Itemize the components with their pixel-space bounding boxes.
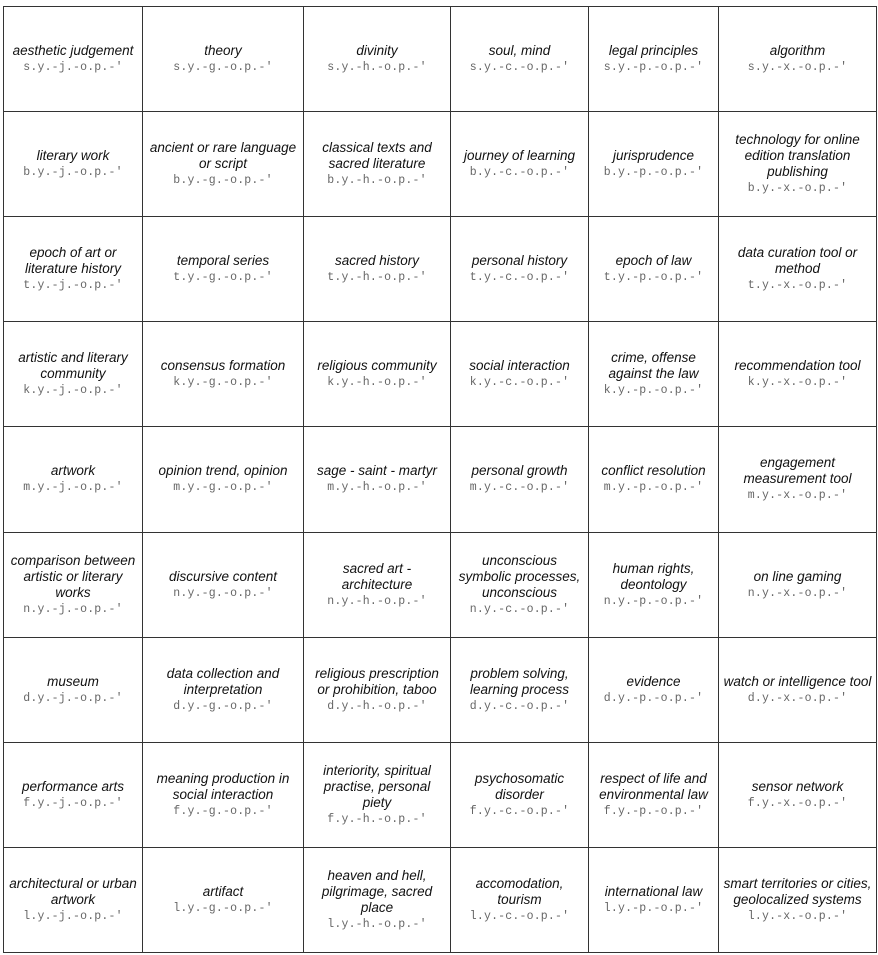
grid-cell xyxy=(4,7,143,112)
term-label: opinion trend, opinion xyxy=(158,463,288,479)
term-label: recommendation tool xyxy=(734,358,861,374)
term-label: algorithm xyxy=(769,43,826,59)
term-label: heaven and hell, pilgrimage, sacred place xyxy=(321,867,433,915)
term-code: t.y.-x.-o.p.-' xyxy=(747,279,848,293)
term-code: m.y.-h.-o.p.-' xyxy=(327,481,427,495)
grid-cell xyxy=(143,427,304,532)
term-code: b.y.-j.-o.p.-' xyxy=(23,166,123,180)
grid-cell xyxy=(451,532,589,637)
term-label: smart territories or cities, geolocalized systems xyxy=(723,875,872,907)
term-code: f.y.-c.-o.p.-' xyxy=(469,804,570,818)
term-code: s.y.-h.-o.p.-' xyxy=(327,61,427,75)
term-code: s.y.-j.-o.p.-' xyxy=(23,61,123,75)
term-code: d.y.-x.-o.p.-' xyxy=(747,691,848,705)
term-label: technology for online edition translation publishing xyxy=(735,132,860,180)
grid-cell xyxy=(143,532,304,637)
term-label: architectural or urban artwork xyxy=(9,875,137,907)
term-code: n.y.-g.-o.p.-' xyxy=(173,586,273,600)
grid-cell xyxy=(589,112,719,217)
table-row xyxy=(4,322,877,427)
table-row xyxy=(4,532,877,637)
term-label: religious community xyxy=(317,358,437,374)
term-label: temporal series xyxy=(176,253,270,269)
term-label: data collection and interpretation xyxy=(166,665,280,697)
term-code: k.y.-p.-o.p.-' xyxy=(603,384,704,398)
term-label: artistic and literary community xyxy=(18,350,128,382)
grid-cell xyxy=(143,322,304,427)
term-label: artifact xyxy=(202,883,244,899)
term-code: n.y.-h.-o.p.-' xyxy=(327,594,427,608)
term-code: b.y.-h.-o.p.-' xyxy=(327,174,427,188)
grid-cell xyxy=(4,322,143,427)
term-label: ancient or rare language or script xyxy=(149,140,297,172)
grid-cell xyxy=(451,847,589,952)
term-label: personal history xyxy=(471,253,568,269)
term-code: d.y.-p.-o.p.-' xyxy=(603,691,704,705)
term-label: epoch of law xyxy=(615,253,692,269)
grid-cell xyxy=(719,322,877,427)
term-code: k.y.-g.-o.p.-' xyxy=(173,376,273,390)
term-code: k.y.-c.-o.p.-' xyxy=(469,376,570,390)
term-label: classical texts and sacred literature xyxy=(322,140,432,172)
grid-cell xyxy=(451,427,589,532)
grid-cell xyxy=(589,217,719,322)
grid-cell xyxy=(451,637,589,742)
term-label: unconscious symbolic processes, unconscious xyxy=(458,552,581,600)
term-label: theory xyxy=(204,43,242,59)
table-row xyxy=(4,427,877,532)
term-label: watch or intelligence tool xyxy=(723,673,872,689)
term-label: discursive content xyxy=(168,568,278,584)
term-label: artwork xyxy=(50,463,96,479)
grid-cell xyxy=(143,742,304,847)
term-code: s.y.-c.-o.p.-' xyxy=(469,61,570,75)
term-code: f.y.-p.-o.p.-' xyxy=(603,804,704,818)
term-code: l.y.-c.-o.p.-' xyxy=(469,909,570,923)
term-code: t.y.-c.-o.p.-' xyxy=(469,271,570,285)
term-code: b.y.-x.-o.p.-' xyxy=(747,182,848,196)
term-label: jurisprudence xyxy=(612,148,695,164)
term-code: l.y.-g.-o.p.-' xyxy=(173,901,273,915)
grid-cell xyxy=(304,112,451,217)
table-row xyxy=(4,847,877,952)
grid-cell xyxy=(589,847,719,952)
term-label: museum xyxy=(47,673,99,689)
grid-cell xyxy=(4,847,143,952)
grid-cell xyxy=(304,7,451,112)
term-label: sacred art - architecture xyxy=(341,560,413,592)
grid-cell xyxy=(451,7,589,112)
grid-cell xyxy=(451,322,589,427)
term-label: psychosomatic disorder xyxy=(474,770,565,802)
term-code: l.y.-j.-o.p.-' xyxy=(23,909,123,923)
ieml-term-grid xyxy=(3,6,877,953)
term-label: aesthetic judgement xyxy=(12,43,134,59)
grid-cell xyxy=(143,847,304,952)
table-row xyxy=(4,217,877,322)
term-label: legal principles xyxy=(608,43,699,59)
grid-cell xyxy=(304,427,451,532)
table-row xyxy=(4,742,877,847)
term-label: social interaction xyxy=(469,358,570,374)
term-label: divinity xyxy=(356,43,398,59)
table-row xyxy=(4,637,877,742)
grid-cell xyxy=(719,532,877,637)
term-code: n.y.-p.-o.p.-' xyxy=(603,594,704,608)
term-label: soul, mind xyxy=(488,43,551,59)
term-label: crime, offense against the law xyxy=(608,350,699,382)
grid-cell xyxy=(143,112,304,217)
term-code: n.y.-j.-o.p.-' xyxy=(23,602,123,616)
term-code: b.y.-p.-o.p.-' xyxy=(603,166,704,180)
grid-cell xyxy=(304,532,451,637)
term-code: t.y.-g.-o.p.-' xyxy=(173,271,273,285)
grid-cell xyxy=(589,532,719,637)
term-code: l.y.-p.-o.p.-' xyxy=(603,901,704,915)
grid-cell xyxy=(589,322,719,427)
term-code: t.y.-p.-o.p.-' xyxy=(603,271,704,285)
term-label: epoch of art or literature history xyxy=(24,245,122,277)
grid-body xyxy=(4,7,877,953)
grid-cell xyxy=(451,742,589,847)
term-label: respect of life and environmental law xyxy=(599,770,708,802)
term-code: k.y.-h.-o.p.-' xyxy=(327,376,427,390)
grid-cell xyxy=(143,7,304,112)
term-code: f.y.-h.-o.p.-' xyxy=(327,812,427,826)
grid-cell xyxy=(304,742,451,847)
term-label: literary work xyxy=(36,148,110,164)
grid-cell xyxy=(719,112,877,217)
term-code: f.y.-j.-o.p.-' xyxy=(23,796,123,810)
grid-cell xyxy=(589,637,719,742)
term-label: performance arts xyxy=(21,778,125,794)
grid-cell xyxy=(451,217,589,322)
term-label: human rights, deontology xyxy=(612,560,695,592)
grid-cell xyxy=(719,7,877,112)
grid-cell xyxy=(143,637,304,742)
term-label: religious prescription or prohibition, taboo xyxy=(315,665,439,697)
grid-cell xyxy=(451,112,589,217)
term-code: f.y.-x.-o.p.-' xyxy=(747,796,848,810)
grid-cell xyxy=(719,637,877,742)
grid-cell xyxy=(304,847,451,952)
term-code: d.y.-g.-o.p.-' xyxy=(173,699,273,713)
term-label: meaning production in social interaction xyxy=(156,770,290,802)
term-label: sage - saint - martyr xyxy=(316,463,438,479)
grid-cell xyxy=(304,322,451,427)
term-label: problem solving, learning process xyxy=(469,665,570,697)
term-label: evidence xyxy=(626,673,681,689)
grid-cell xyxy=(4,532,143,637)
term-code: n.y.-x.-o.p.-' xyxy=(747,586,848,600)
grid-cell xyxy=(4,427,143,532)
grid-cell xyxy=(719,217,877,322)
term-label: international law xyxy=(604,883,703,899)
term-code: s.y.-p.-o.p.-' xyxy=(603,61,704,75)
grid-cell xyxy=(719,427,877,532)
term-code: n.y.-c.-o.p.-' xyxy=(469,602,570,616)
table-row xyxy=(4,112,877,217)
term-code: m.y.-g.-o.p.-' xyxy=(173,481,273,495)
term-label: on line gaming xyxy=(753,568,842,584)
grid-cell xyxy=(4,217,143,322)
term-label: sensor network xyxy=(751,778,844,794)
term-label: journey of learning xyxy=(463,148,576,164)
term-label: engagement measurement tool xyxy=(743,455,852,487)
term-label: consensus formation xyxy=(160,358,286,374)
term-code: b.y.-c.-o.p.-' xyxy=(469,166,570,180)
term-code: s.y.-g.-o.p.-' xyxy=(173,61,273,75)
term-label: conflict resolution xyxy=(601,463,706,479)
term-code: t.y.-j.-o.p.-' xyxy=(23,279,123,293)
term-code: m.y.-p.-o.p.-' xyxy=(603,481,704,495)
grid-cell xyxy=(143,217,304,322)
grid-cell xyxy=(589,427,719,532)
term-code: m.y.-c.-o.p.-' xyxy=(469,481,570,495)
term-label: personal growth xyxy=(471,463,568,479)
term-label: comparison between artistic or literary works xyxy=(10,552,136,600)
grid-cell xyxy=(304,637,451,742)
grid-cell xyxy=(589,742,719,847)
term-code: f.y.-g.-o.p.-' xyxy=(173,804,273,818)
grid-cell xyxy=(4,742,143,847)
grid-cell xyxy=(719,742,877,847)
term-code: l.y.-x.-o.p.-' xyxy=(747,909,848,923)
table-row xyxy=(4,7,877,112)
term-code: l.y.-h.-o.p.-' xyxy=(327,917,427,931)
term-label: data curation tool or method xyxy=(737,245,858,277)
term-code: m.y.-x.-o.p.-' xyxy=(747,489,848,503)
grid-cell xyxy=(589,7,719,112)
term-code: s.y.-x.-o.p.-' xyxy=(747,61,848,75)
grid-cell xyxy=(4,637,143,742)
term-code: b.y.-g.-o.p.-' xyxy=(173,174,273,188)
term-label: accomodation, tourism xyxy=(475,875,564,907)
term-code: k.y.-j.-o.p.-' xyxy=(23,384,123,398)
term-code: d.y.-c.-o.p.-' xyxy=(469,699,570,713)
grid-cell xyxy=(304,217,451,322)
term-code: m.y.-j.-o.p.-' xyxy=(23,481,123,495)
term-label: sacred history xyxy=(334,253,420,269)
term-code: k.y.-x.-o.p.-' xyxy=(747,376,848,390)
term-label: interiority, spiritual practise, personal piety xyxy=(323,762,431,810)
grid-cell xyxy=(4,112,143,217)
term-code: d.y.-h.-o.p.-' xyxy=(327,699,427,713)
grid-cell xyxy=(719,847,877,952)
term-code: d.y.-j.-o.p.-' xyxy=(23,691,123,705)
term-code: t.y.-h.-o.p.-' xyxy=(327,271,427,285)
